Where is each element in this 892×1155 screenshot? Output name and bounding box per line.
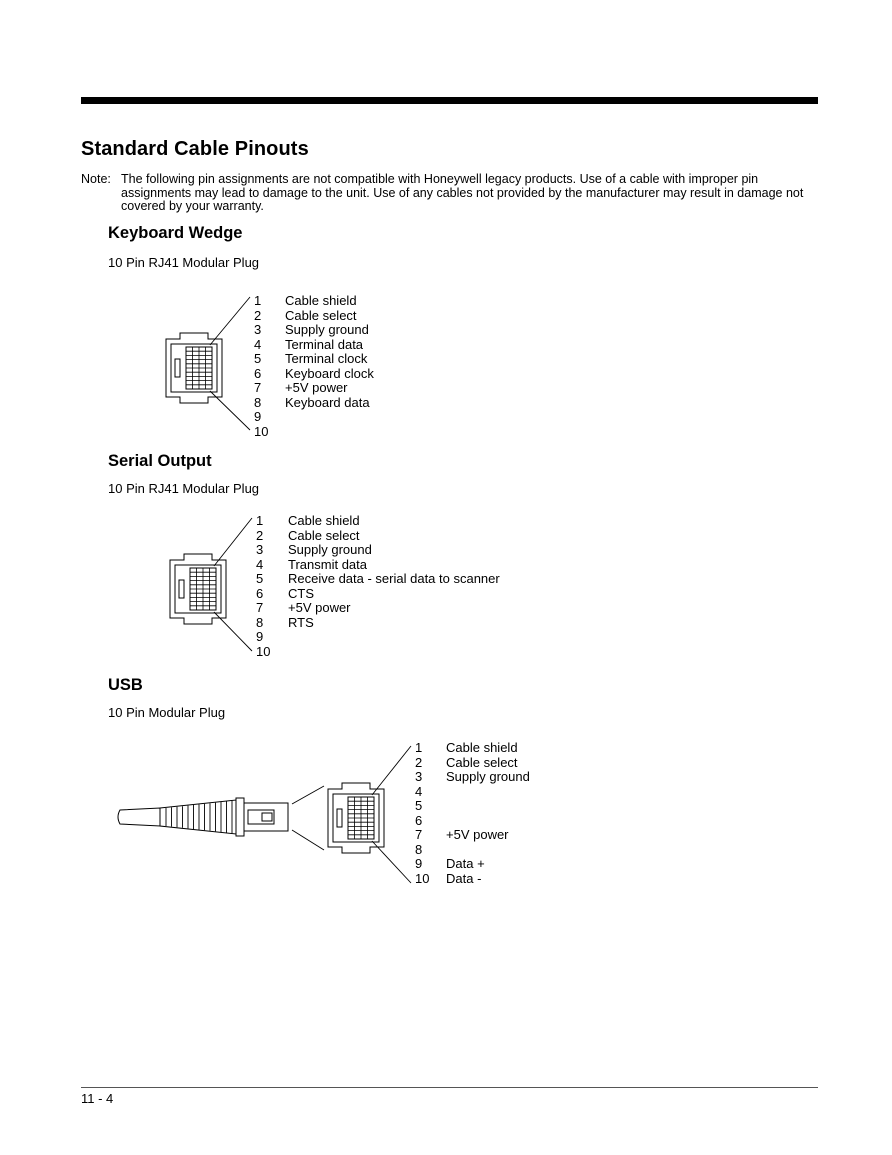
- pin-label: Supply ground: [288, 542, 372, 557]
- pin-number: 6: [254, 365, 262, 381]
- pin-number: 8: [415, 841, 423, 857]
- leader-line-pin-10: [372, 841, 411, 883]
- pin-label: Cable select: [288, 527, 360, 543]
- pin-label: Data -: [446, 870, 482, 886]
- plug-latch: [337, 809, 342, 827]
- pin-number: 5: [415, 798, 423, 813]
- leader-line-pin-1: [372, 746, 411, 795]
- pin-label: Terminal data: [285, 336, 364, 352]
- pin-number: 10: [254, 423, 269, 439]
- section-subtitle-serial-output: 10 Pin RJ41 Modular Plug: [108, 481, 260, 496]
- pin-label: Supply ground: [285, 322, 369, 337]
- pin-number: 5: [256, 571, 264, 586]
- pin-number: 1: [254, 293, 262, 308]
- pin-number: 3: [254, 322, 262, 337]
- pin-number: 2: [254, 307, 262, 323]
- pin-number: 9: [415, 856, 423, 871]
- usb-plug-window: [248, 810, 274, 824]
- section-subtitle-usb: 10 Pin Modular Plug: [108, 705, 226, 720]
- pin-row: [415, 857, 530, 872]
- pin-number: 4: [256, 556, 264, 572]
- pin-number: 9: [254, 409, 262, 424]
- note-text: The following pin assignments are not compatible with Honeywell legacy products. Use of a cable with improper pin assignments may lead to damage to the unit. Use of any cables not provided by the manufacturer may result in damage not covered by your warranty.: [121, 172, 804, 213]
- pin-number: 3: [256, 542, 264, 557]
- pin-label: Keyboard data: [285, 394, 370, 410]
- pin-label: +5V power: [285, 380, 348, 395]
- pin-label: Keyboard clock: [285, 365, 374, 381]
- pin-row: [415, 741, 530, 756]
- pin-label: Supply ground: [446, 769, 530, 784]
- pin-label: Data +: [446, 856, 485, 871]
- pin-label: Cable select: [285, 307, 357, 323]
- pin-row: [415, 814, 530, 829]
- pin-row: [415, 828, 530, 843]
- footer-rule: [81, 1087, 818, 1088]
- usb-zoom-line-bottom: [292, 830, 324, 850]
- pin-number: 6: [415, 812, 423, 828]
- pin-number: 1: [415, 740, 423, 755]
- pin-label: +5V power: [446, 827, 509, 842]
- pin-number: 8: [256, 614, 264, 630]
- pin-number: 4: [415, 783, 423, 799]
- pin-number: 5: [254, 351, 262, 366]
- pin-number: 10: [256, 643, 271, 659]
- section-subtitle-keyboard-wedge: 10 Pin RJ41 Modular Plug: [108, 255, 260, 270]
- page-number: 11 - 4: [81, 1091, 114, 1106]
- pin-label: CTS: [288, 585, 314, 601]
- pin-list-usb: [415, 741, 530, 886]
- pin-label: RTS: [288, 614, 314, 630]
- pin-number: 8: [254, 394, 262, 410]
- pin-label: Cable shield: [446, 740, 518, 755]
- pin-row: [415, 799, 530, 814]
- pin-label: Receive data - serial data to scanner: [288, 571, 500, 586]
- usb-collar: [236, 798, 244, 836]
- pin-label: Terminal clock: [285, 351, 368, 366]
- pin-number: 9: [256, 629, 264, 644]
- page-title: Standard Cable Pinouts: [81, 138, 309, 160]
- note-label: Note:: [81, 172, 111, 186]
- pin-number: 7: [415, 827, 423, 842]
- usb-zoom-line-top: [292, 786, 324, 804]
- pin-number: 6: [256, 585, 264, 601]
- pin-row: [415, 785, 530, 800]
- pin-label: Cable select: [446, 754, 518, 770]
- pin-number: 10: [415, 870, 430, 886]
- pin-row: [415, 843, 530, 858]
- usb-cable: [118, 808, 160, 826]
- section-title-usb: USB: [108, 676, 143, 694]
- section-title-keyboard-wedge: Keyboard Wedge: [108, 224, 243, 242]
- pin-row: [415, 770, 530, 785]
- usb-plug-tab: [262, 813, 272, 821]
- pin-number: 3: [415, 769, 423, 784]
- pin-label: +5V power: [288, 600, 351, 615]
- pin-number: 7: [254, 380, 262, 395]
- pin-label: Cable shield: [285, 293, 357, 308]
- pin-row: [415, 756, 530, 771]
- pin-number: 2: [415, 754, 423, 770]
- pin-number: 2: [256, 527, 264, 543]
- pin-label: Cable shield: [288, 513, 360, 528]
- pin-number: 4: [254, 336, 262, 352]
- pin-row: [415, 872, 530, 887]
- section-title-serial-output: Serial Output: [108, 452, 212, 470]
- usb-plug-body: [244, 803, 288, 831]
- pin-number: 1: [256, 513, 264, 528]
- pin-number: 7: [256, 600, 264, 615]
- pin-label: Transmit data: [288, 556, 367, 572]
